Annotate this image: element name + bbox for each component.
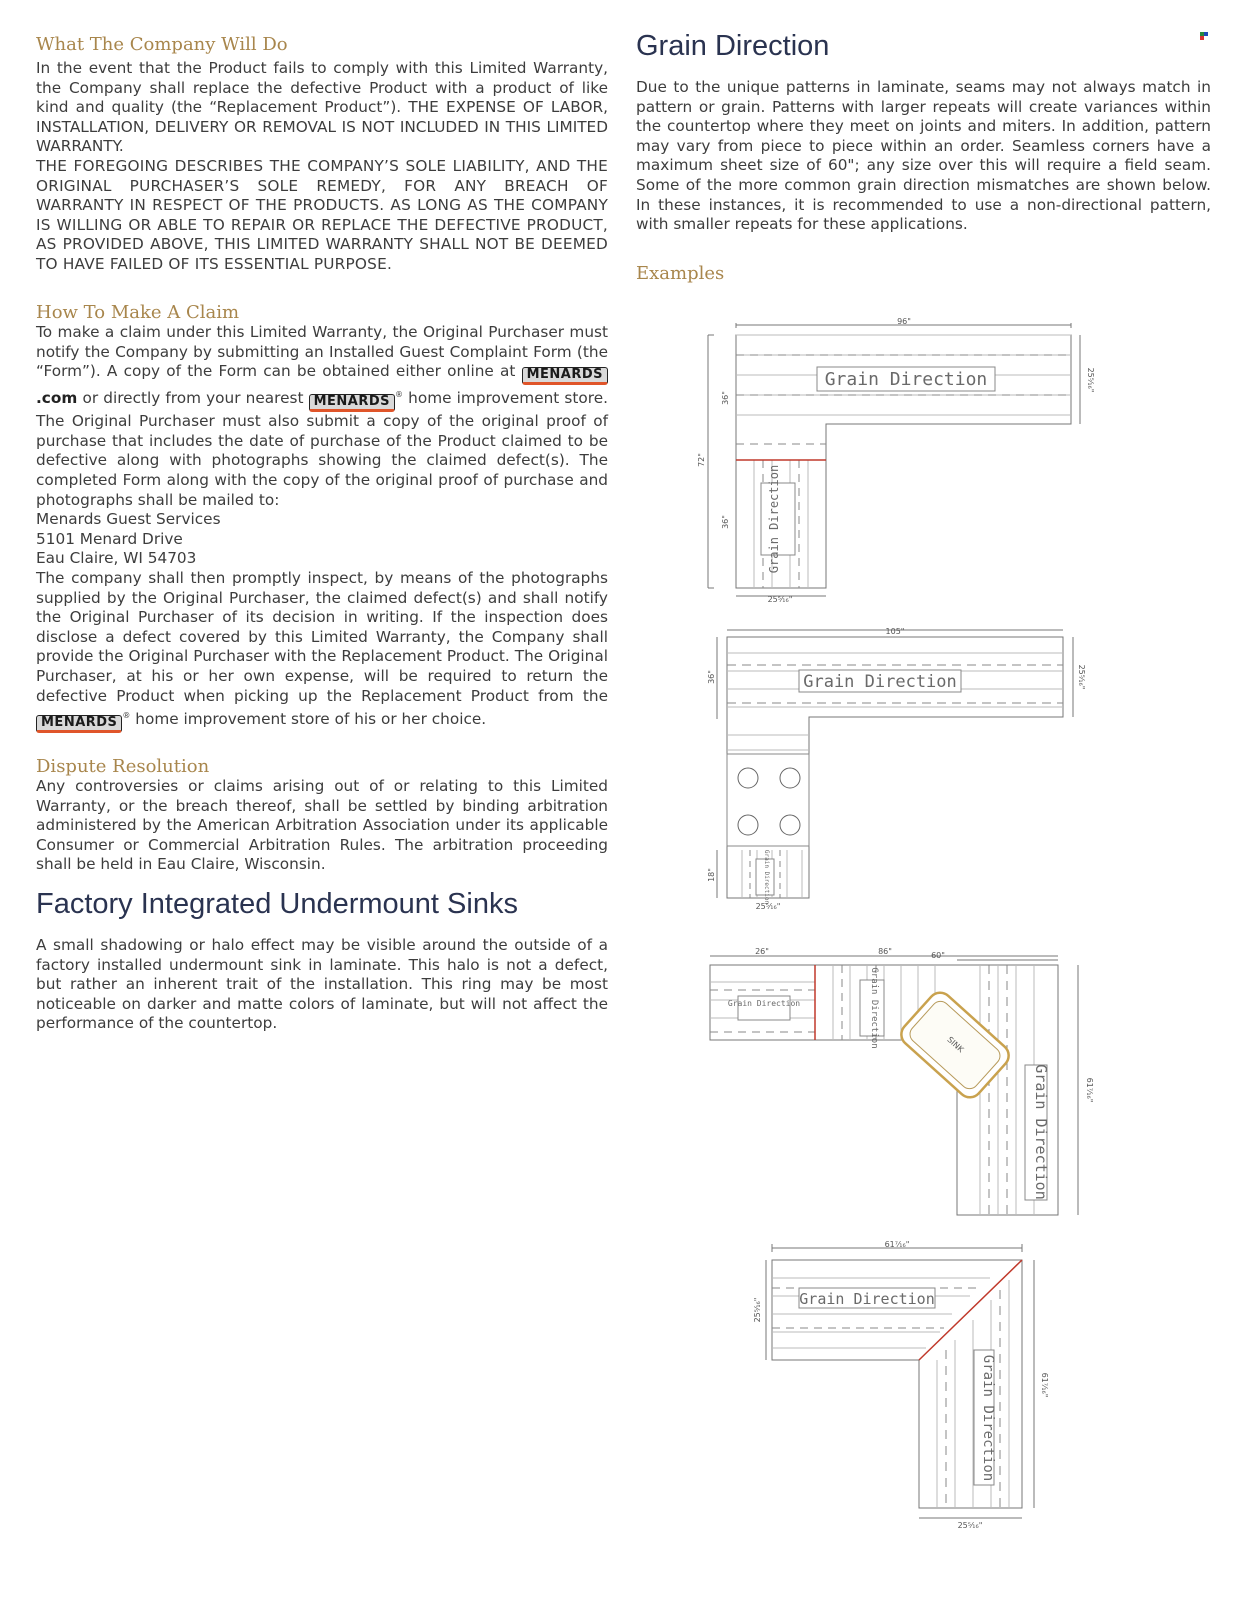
color-swatch-icon — [1200, 32, 1208, 40]
dim-label: 60" — [931, 951, 945, 960]
section-dispute-resolution — [36, 777, 608, 875]
menards-store-logo — [309, 394, 395, 412]
grain-label-vertical: Grain Direction — [869, 967, 879, 1049]
dim-label: 25⁵⁄₁₆" — [957, 1521, 983, 1530]
grain-label: Grain Direction — [727, 999, 801, 1008]
section-what-company-will-do — [36, 59, 608, 275]
heading-dispute-resolution: Dispute Resolution — [36, 756, 210, 777]
sink-label: SINK — [945, 1035, 966, 1055]
heading-grain-direction: Grain Direction — [636, 30, 830, 62]
section-grain-direction — [636, 78, 1211, 235]
dim-label: 36" — [721, 391, 730, 405]
heading-undermount-sinks: Factory Integrated Undermount Sinks — [36, 888, 518, 920]
diagram-l-shape-3 — [690, 940, 1110, 1240]
dim-label: 96" — [897, 317, 911, 326]
address-line-2: 5101 Menard Drive — [36, 529, 183, 548]
sink-icon — [896, 988, 1013, 1102]
paragraph-inspection: The company shall then promptly inspect, by means of the photographs supplied by the Original Purchaser, the claimed defect(s) and shall notify the Original Purchaser of its decision in writing. If the inspection does disclose a defect covered by this Limited Warranty, the Company shall provide the Original Purchaser with the Replacement Product. The Original Purchaser, at his or her own expense, will be required to return the defective Product when picking up the Replacement Product from the MENARDS ® home improvement store of his or her choice. — [36, 569, 608, 733]
heading-what-company-will-do: What The Company Will Do — [36, 34, 288, 55]
dim-label: 86" — [878, 947, 892, 956]
dim-label: 72" — [697, 453, 706, 467]
grain-label: Grain Direction — [799, 1290, 935, 1308]
logo-text: MENARDS — [313, 394, 391, 410]
dim-label: 25⁵⁄₁₆" — [1077, 664, 1086, 690]
dim-label: 25⁵⁄₁₆" — [1086, 367, 1095, 393]
logo-dotcom: .com — [36, 389, 78, 408]
paragraph: Due to the unique patterns in laminate, seams may not always match in pattern or grain. Patterns with larger repeats will create variances within the countertop where they meet on joints and miters. In addition, pattern may vary from piece to piece within an order. Seamless corners have a maximum sheet size of 60"; any size over this will require a field seam. Some of the more common grain direction mismatches are shown below. In these instances, it is recommended to use a non-directional pattern, with smaller repeats for these applications. — [636, 78, 1211, 234]
paragraph-liability: THE FOREGOING DESCRIBES THE COMPANY’S SOLE LIABILITY, AND THE ORIGINAL PURCHASER’S SOLE REMEDY, FOR ANY BREACH OF WARRANTY IN RESPECT OF THE PRODUCTS. AS LONG AS THE COMPANY IS WILLING OR ABLE TO REPAIR OR REPLACE THE DEFECTIVE PRODUCT, AS PROVIDED ABOVE, THIS LIMITED WARRANTY SHALL NOT BE DEEMED TO HAVE FAILED OF ITS ESSENTIAL PURPOSE. — [36, 156, 608, 273]
dim-label: 105" — [885, 627, 905, 636]
heading-examples: Examples — [636, 263, 725, 284]
inspection-text: home improvement store of his or her choice. — [135, 710, 487, 729]
dim-label: 26" — [755, 947, 769, 956]
logo-text: MENARDS — [526, 367, 603, 383]
inspection-text: The company shall then promptly inspect, by means of the photographs supplied by the Original Purchaser, the claimed defect(s) and shall notify the Original Purchaser of its decision in writing. If the inspection does disclose a defect covered by this Limited Warranty, the Company shall provide the Original Purchaser with the Replacement Product. The Original Purchaser, at his or her own expense, will be required to return the defective Product when picking up the Replacement Product from the — [36, 569, 608, 705]
dim-label: 61⁷⁄₁₆" — [1085, 1077, 1094, 1103]
grain-label: Grain Direction — [803, 672, 957, 692]
grain-label-vertical: Grain Direction — [1032, 1064, 1050, 1200]
diagram-l-shape-4 — [690, 1240, 1110, 1540]
logo-text: MENARDS — [41, 715, 118, 731]
paragraph: A small shadowing or halo effect may be visible around the outside of a factory installed undermount sink in laminate. This halo is not a defect, but rather an inherent trait of the installation. This ring may be most noticeable on darker and matte colors of laminate, but will not affect the performance of the countertop. — [36, 936, 608, 1033]
dim-label: 25⁵⁄₁₆" — [767, 595, 793, 604]
address-line-3: Eau Claire, WI 54703 — [36, 549, 197, 568]
grain-label-vertical: Grain Direction — [767, 464, 781, 574]
seam-line — [919, 1260, 1022, 1360]
paragraph-claim: To make a claim under this Limited Warranty, the Original Purchaser must notify the Company by submitting an Installed Guest Complaint Form (the “Form”). A copy of the Form can be obtained either online at MENARDS.com or directly from your nearest MENARDS ® home improvement store. The Original Purchaser must also submit a copy of the original proof of purchase that includes the date of purchase of the Product claimed to be defective along with photographs showing the claimed defect(s). The completed Form along with the copy of the original proof of purchase and photographs shall be mailed to: — [36, 323, 608, 509]
burner-icon — [738, 768, 758, 788]
grain-label: Grain Direction — [824, 369, 988, 390]
dim-label: 61⁷⁄₁₆" — [884, 1240, 910, 1249]
claim-text: To make a claim under this Limited Warranty, the Original Purchaser must notify the Company by submitting an Installed Guest Complaint Form (the “Form”). A copy of the Form can be obtained either online at — [36, 323, 608, 381]
section-how-to-make-claim — [36, 323, 608, 733]
burner-icon — [780, 815, 800, 835]
grain-label-vertical: Grain Direction — [763, 849, 770, 905]
grain-label-vertical: Grain Direction — [980, 1354, 996, 1482]
diagram-l-shape-1 — [690, 310, 1110, 610]
menards-site-logo[interactable] — [522, 367, 608, 385]
address-line-1: Menards Guest Services — [36, 510, 221, 529]
menards-store-logo — [36, 715, 122, 733]
dim-label: 18" — [707, 868, 716, 882]
dim-label: 36" — [707, 670, 716, 684]
burner-icon — [780, 768, 800, 788]
dim-label: 36" — [721, 515, 730, 529]
paragraph: In the event that the Product fails to comply with this Limited Warranty, the Company shall replace the defective Product with a product of like kind and quality (the “Replacement Product”). THE EXPENSE OF LABOR, INSTALLATION, DELIVERY OR REMOVAL IS NOT INCLUDED IN THIS LIMITED WARRANTY. — [36, 59, 608, 156]
claim-text: or directly from your nearest — [82, 389, 304, 408]
examples-diagrams — [690, 310, 1110, 1580]
paragraph: Any controversies or claims arising out of or relating to this Limited Warranty, or the breach thereof, shall be settled by binding arbitration administered by the American Arbitration Association under its applicable Consumer or Commercial Arbitration Rules. The arbitration proceeding shall be held in Eau Claire, Wisconsin. — [36, 777, 608, 874]
claim-text: home improvement store. The Original Purchaser must also submit a copy of the original proof of purchase that includes the date of purchase of the Product claimed to be defective along with photographs showing the claimed defect(s). The completed Form along with the copy of the original proof of purchase and photographs shall be mailed to: — [36, 389, 608, 509]
diagram-l-shape-2 — [690, 625, 1110, 925]
dim-label: 61⁷⁄₁₆" — [1040, 1372, 1049, 1398]
dim-label: 25⁵⁄₁₆" — [753, 1297, 762, 1323]
heading-how-to-make-claim: How To Make A Claim — [36, 302, 240, 323]
dim-label: 25⁵⁄₁₆" — [755, 902, 781, 911]
burner-icon — [738, 815, 758, 835]
section-undermount-sinks — [36, 936, 608, 1034]
